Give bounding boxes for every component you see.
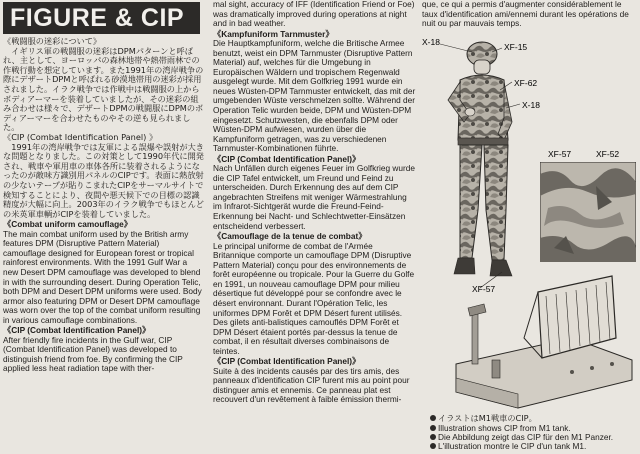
en-text-cip-continued: mal sight, accuracy of IFF (Identification Friend or Foe) was dramatically improved during operations at night and in bad weather. — [213, 0, 415, 29]
m1-tank-cip-illustration — [452, 268, 636, 412]
label-xf57: XF-57 — [548, 149, 572, 159]
de-heading-cip: 《CIP (Combat Identification Panel)》 — [213, 153, 361, 164]
label-x18-second: X-18 — [522, 100, 540, 110]
fr-text-cip-continued: que, ce qui a permis d'augmenter considérablement le taux d'identification ami/ennemi durant les opérations de nuit ou par mauvais temps. — [422, 0, 629, 29]
jp-heading-camouflage: 《戦闘服の迷彩について》 — [3, 36, 102, 46]
en-text-cip: After friendly fire incidents in the Gulf war, CIP (Combat Identification Panel) was developed to distinguish friend from foe. By confirming the CIP applied less heat radiation tape with ther- — [3, 334, 183, 374]
caption-de: Die Abbildung zeigt das CIP für den M1 Panzer. — [430, 433, 638, 442]
column-left — [3, 0, 204, 374]
en-text-camouflage: The main combat uniform used by the British army features DPM (Disruptive Pattern Material) camouflage designed for European forest or tropical rainforest environments. With the 1991 Gulf War a new Desert DPM camouflage was developed to blend in with the surrounding desert. During Operation Telic, both DPM and Desert DPM uniforms were used. Body armor also featuring DPM or Desert DPM camouflage was worn over the top of the combat uniform resulting in various camouflage combinations. — [3, 228, 202, 325]
de-text-camouflage: Die Hauptkampfuniform, welche die Britische Armee benutzt, weist ein DPM Tarnmuster (Disruptive Pattern Material) auf, welches für die Umgebung in Europäischen Wäldern und tropischem Regenwald ausgelegt wurde. Mit dem Golfkrieg 1991 wurde ein neues Wüsten-DPM Tarnmuster entwickelt, das mit der umgebenden Wüste verschmelzen sollte. Während der Operation Telic wurden beide, DPM und Wüsten-DPM eingesetzt. Schutzwesten, die ebenfalls DPM oder Wüsten-DPM aufwiesen, wurden über die Kampfuniform getragen, was zu verschiedenen Tarnmuster-Kombinationen führte. — [213, 38, 416, 154]
label-xf15: XF-15 — [504, 42, 528, 52]
en-heading-cip: 《CIP (Combat Identification Panel)》 — [3, 325, 151, 336]
de-text-cip: Nach Unfällen durch eigenes Feuer im Golfkrieg wurde die CIP Tafel entwickelt, um Freund und Feind zu unterscheiden. Durch Erkennung des auf dem CIP angebrachten Streifens mit weniger Wärmestrahlung im Infrarot-Sichtgerät wurde die Freund-Feind-Erkennung bei Nacht- und Schlechtwetter-Einsätzen entscheidend verbessert. — [213, 163, 415, 231]
camouflage-swatch — [540, 162, 636, 262]
fr-text-camouflage: Le principal uniforme de combat de l'Armée Britannique comporte un camouflage DPM (Disruptive Pattern Material) conçu pour des environnements de forêt européenne ou tropicale. Pour la Guerre du Golfe en 1991, un nouveau camouflage DPM pour milieu désertique fut développé pour se confondre avec le désert environnant. Durant l'Opération Telic, les uniformes DPM Forêt et DPM Désert furent utilisés. Des gilets anti-balistiques camouflés DPM Forêt et DPM Désert étaient portés par-dessus la tenue de combat, il en résultait diverses combinaisons de teintes. — [213, 240, 415, 356]
section-title: FIGURE & CIP — [3, 2, 200, 34]
caption-fr: L'illustration montre le CIP d'un tank M1. — [430, 442, 638, 451]
column-middle — [213, 0, 416, 405]
column-right — [422, 0, 637, 29]
caption-jp: イラストはM1戦車のCIP。 — [430, 414, 638, 424]
illustration-captions — [430, 414, 638, 452]
caption-en: Illustration shows CIP from M1 tank. — [430, 424, 638, 433]
jp-heading-cip: 《CIP (Combat Identification Panel) 》 — [3, 131, 158, 142]
fr-text-cip: Suite à des incidents causés par des tirs amis, des panneaux d'identification CIP furent mis au point pour distinguer amis et ennemis. Ce panneau plat est recouvert d'un revêtement à faible émission thermi- — [213, 365, 410, 405]
label-xf62: XF-62 — [514, 78, 538, 88]
en-heading-camouflage: 《Combat uniform camouflage》 — [3, 219, 133, 230]
label-xf52: XF-52 — [596, 149, 620, 159]
label-x18: X-18 — [422, 37, 440, 47]
fr-heading-camouflage: 《Camouflage de la tenue de combat》 — [213, 231, 367, 242]
jp-text-cip: 1991年の湾岸戦争では友軍による誤爆や誤射が大きな問題となりました。この対策として1990年代に開発され、戦車や軍用車の車体各所に装着されるようになったのが敵味方識別用パネルのCIPです。表面に熱放射の少ないテープが貼りこまれたCIPをサーマルサイトで検知することにより、夜間や悪天候下での目標の認識精度が大幅に向上。2003年のイラク戦争でもほとんどの米英軍車輌がCIPを装着していました。 — [3, 141, 204, 219]
jp-text-camouflage: イギリス軍の戦闘服の迷彩はDPMパターンと呼ばれ、主として、ヨーロッパの森林地帯や熱帯雨林での作戦行動を想定しています。また1991年の湾岸戦争の際にデザートDPMと呼ばれる砂漠地帯用の迷彩が採用されました。イラク戦争では作戦中は戦闘服の上からボディアーマーを装着していましたが、その迷彩の組み合わせは様々で、デザートDPMの戦闘服にDPMのボディアーマーを合わせたものやその逆も見られました。 — [3, 45, 204, 133]
fr-heading-cip: 《CIP (Combat Identification Panel)》 — [213, 356, 361, 367]
label-xf57-boots: XF-57 — [472, 284, 496, 294]
de-heading-camouflage: 《Kampfuniform Tarnmuster》 — [213, 28, 334, 39]
